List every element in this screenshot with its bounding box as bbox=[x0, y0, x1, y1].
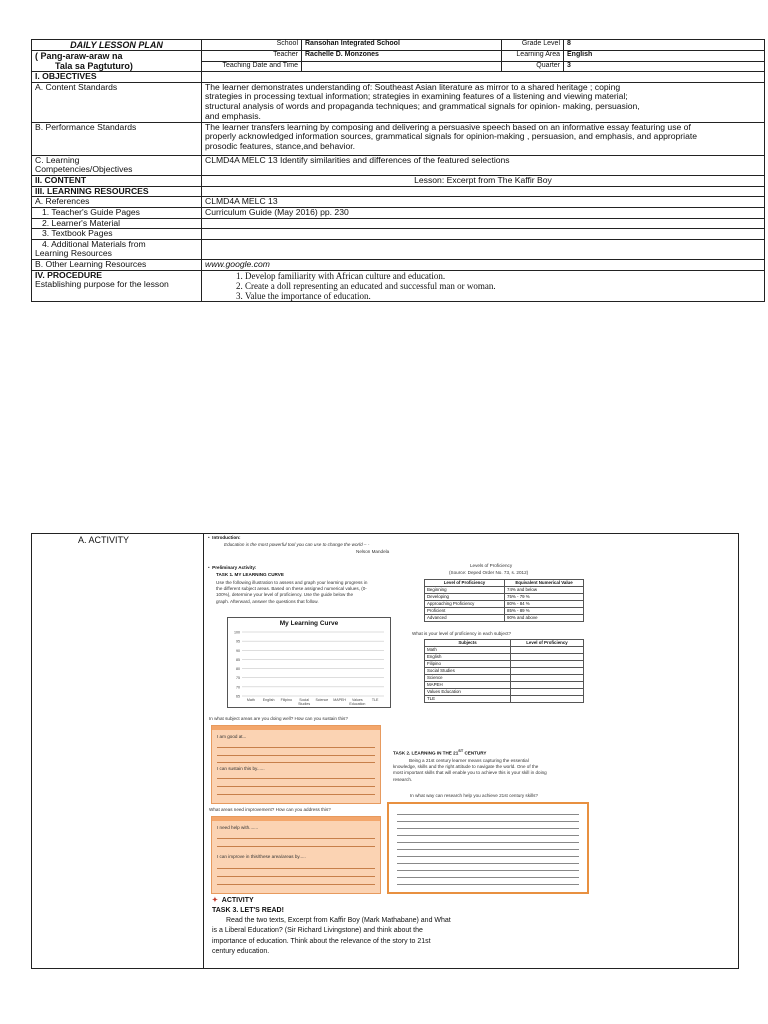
improvement-card bbox=[211, 816, 381, 894]
content-heading: II. CONTENT bbox=[32, 176, 202, 187]
teachers-guide-label: 1. Teacher's Guide Pages bbox=[32, 207, 202, 218]
purpose-item: 2. Create a doll representing an educated and successful man or woman. bbox=[245, 281, 761, 291]
task1-text: Use the following illustration to assess and graph your learning progress in the different subject areas. Based on these assigned numerical values, (0- 100%), determine your level of proficiency. Use the guide below the graph. Afterward, answer the questions that follow. bbox=[216, 580, 368, 604]
performance-standards-label: B. Performance Standards bbox=[32, 122, 202, 155]
chart-x-tick-label: English bbox=[262, 698, 275, 702]
task3-line: is a Liberal Education? (Sir Richard Livingstone) and think about the bbox=[212, 927, 423, 935]
teacher-label: Teacher bbox=[202, 51, 302, 62]
table-row: Values Education bbox=[425, 689, 584, 696]
research-answer-box[interactable] bbox=[387, 802, 589, 894]
task3-line: importance of education. Think about the relevance of the story to 21st bbox=[212, 937, 431, 945]
grade-label: Grade Level bbox=[502, 40, 564, 51]
activity-label: A. ACTIVITY bbox=[78, 535, 130, 545]
table-row: Advanced 90% and above bbox=[425, 615, 584, 622]
content-standards-label: A. Content Standards bbox=[32, 82, 202, 122]
purpose-list bbox=[202, 270, 765, 301]
competencies-label: C. Learning Competencies/Objectives bbox=[32, 155, 202, 175]
chart-x-tick-label: Studies bbox=[298, 702, 311, 706]
good-at-prompt: I am good at... bbox=[217, 734, 247, 739]
levels-title: Levels of Proficiency bbox=[470, 563, 513, 568]
plan-subtitle-1: ( Pang-araw-araw na bbox=[35, 51, 123, 62]
table-row: Beginning 74% and below bbox=[425, 587, 584, 594]
table-row: Filipino bbox=[425, 661, 584, 668]
chart-x-tick-label: Values bbox=[352, 698, 363, 702]
chart-y-tick-label: 80 bbox=[236, 667, 240, 672]
subjects-table: Subjects Level of Proficiency Math English Filipino Social Studies Science MAPEH Values Education TLE bbox=[424, 639, 584, 703]
purpose-label: Establishing purpose for the lesson bbox=[35, 279, 169, 290]
table-row: MAPEH bbox=[425, 682, 584, 689]
task2-text: Being a 21st century learner means capturing the essential knowledge, skills and the right attitude to navigate the world. One of the most important skills that will enable you to achieve this is your skill in doing research. bbox=[393, 758, 547, 782]
table-row: Social Studies bbox=[425, 668, 584, 675]
chart-y-tick-label: 75 bbox=[236, 676, 240, 681]
teachers-guide-value: Curriculum Guide (May 2016) pp. 230 bbox=[202, 207, 765, 218]
table-row: Developing 75% - 79 % bbox=[425, 594, 584, 601]
task3-line: century education. bbox=[212, 947, 270, 955]
prelim-bullet: • Preliminary Activity: bbox=[208, 565, 257, 570]
learners-material-label: 2. Learner's Material bbox=[32, 218, 202, 229]
quarter-value: 3 bbox=[564, 61, 765, 72]
resources-heading: III. LEARNING RESOURCES bbox=[32, 186, 202, 197]
task2-question: In what way can research help you achieve 21st century skills? bbox=[410, 793, 538, 798]
additional-materials-label: 4. Additional Materials from Learning Resources bbox=[32, 239, 202, 259]
objectives-heading: I. OBJECTIVES bbox=[32, 72, 202, 83]
table-row: Science bbox=[425, 675, 584, 682]
chart-x-tick-label: Education bbox=[349, 702, 366, 706]
plan-subtitle-2: Tala sa Pagtuturo) bbox=[55, 61, 133, 72]
task3-line: Read the two texts, Excerpt from Kaffir Boy (Mark Mathabane) and What bbox=[226, 917, 451, 925]
table-row: Proficient 85% - 89 % bbox=[425, 608, 584, 615]
task2-title: TASK 2. LEARNING IN THE 21ST CENTURY bbox=[393, 749, 487, 756]
date-value bbox=[302, 61, 502, 72]
task3-section bbox=[212, 896, 597, 957]
chart-x-tick-label: MAPEH bbox=[333, 698, 347, 702]
purpose-item: 3. Value the importance of education. bbox=[245, 291, 761, 301]
area-value: English bbox=[564, 51, 765, 62]
q-improve: What areas need improvement? How can you address this? bbox=[209, 807, 331, 812]
other-resources-label: B. Other Learning Resources bbox=[32, 260, 202, 271]
lesson-plan-table bbox=[31, 39, 765, 302]
quarter-label: Quarter bbox=[502, 61, 564, 72]
doing-well-card bbox=[211, 725, 381, 804]
intro-quote: Education is the most powerful tool you can use to change the world – - bbox=[224, 542, 370, 547]
task1-title: TASK 1. MY LEARNING CURVE bbox=[216, 572, 284, 577]
school-label: School bbox=[202, 40, 302, 51]
other-resources-value: www.google.com bbox=[202, 260, 765, 271]
activity-divider bbox=[203, 533, 204, 968]
chart-y-tick-label: 85 bbox=[236, 657, 240, 662]
plan-title: DAILY LESSON PLAN bbox=[32, 40, 202, 51]
grade-value: 8 bbox=[564, 40, 765, 51]
chart-y-tick-label: 100 bbox=[234, 630, 240, 635]
chart-x-tick-label: Filipino bbox=[280, 698, 293, 702]
area-label: Learning Area bbox=[502, 51, 564, 62]
chart-y-tick-label: 65 bbox=[236, 694, 240, 699]
performance-standards-text: The learner transfers learning by composing and delivering a persuasive speech based on an informative essay featuring use of properly acknowledged information sources, grammatical signals for opinion-making , persuasion, and emphasis, and appropriate prosodic features, stance,and behavior. bbox=[202, 122, 765, 155]
table-row: TLE bbox=[425, 696, 584, 703]
teacher-value: Rachelle D. Monzones bbox=[302, 51, 502, 62]
chart-y-tick-label: 90 bbox=[236, 648, 240, 653]
chart-x-tick-label: Social bbox=[299, 698, 310, 702]
sustain-prompt: I can sustain this by...... bbox=[217, 766, 265, 771]
task3-title: TASK 3. LET'S READ! bbox=[212, 907, 284, 915]
intro-bullet: • Introduction: bbox=[208, 535, 241, 540]
chart-plot bbox=[228, 618, 390, 707]
subject-question: What is your level of proficiency in each subject? bbox=[412, 631, 512, 636]
procedure-heading: IV. PROCEDURE bbox=[35, 269, 103, 280]
learning-curve-chart bbox=[227, 617, 391, 708]
need-help-prompt: I need help with....... bbox=[217, 825, 259, 830]
date-label: Teaching Date and Time bbox=[202, 61, 302, 72]
table-row: Math bbox=[425, 647, 584, 654]
table-row: Approaching Proficiency 80% - 84 % bbox=[425, 601, 584, 608]
procedure-cell bbox=[32, 270, 202, 301]
chart-x-tick-label: TLE bbox=[371, 698, 379, 702]
chart-x-tick-label: Math bbox=[246, 698, 255, 702]
star-icon: ✦ bbox=[212, 897, 218, 904]
chart-x-tick-label: Science bbox=[315, 698, 329, 702]
lesson-title: Lesson: Excerpt from The Kaffir Boy bbox=[202, 176, 765, 187]
activity-heading: ✦ ACTIVITY bbox=[212, 897, 254, 904]
textbook-label: 3. Textbook Pages bbox=[32, 229, 202, 240]
chart-title: My Learning Curve bbox=[279, 620, 339, 627]
levels-source: (Source: Deped Order No. 73, s. 2012) bbox=[449, 570, 529, 575]
school-value: Ransohan Integrated School bbox=[302, 40, 502, 51]
content-standards-text: The learner demonstrates understanding of: Southeast Asian literature as mirror to a shared heritage ; coping strategies in processing textual information; strategies in examining features of a listening and viewing material; structural analysis of words and propaganda techniques; and grammatical signals for opinion- making, persuasion, and emphasis. bbox=[202, 82, 765, 122]
chart-y-tick-label: 95 bbox=[236, 639, 240, 644]
intro-author: Nelson Mandela bbox=[356, 549, 390, 554]
purpose-item: 1. Develop familiarity with African culture and education. bbox=[245, 271, 761, 281]
q-doing-well: In what subject areas are you doing well? How can you sustain this? bbox=[209, 716, 348, 721]
levels-table: Level of Proficiency Equivalent Numerical Value Beginning 74% and below Developing 75% - 79 % Approaching Proficiency 80% - 84 % Proficient 85% - 89 % Advanced 90% and above bbox=[424, 579, 584, 622]
table-row: English bbox=[425, 654, 584, 661]
references-value: CLMD4A MELC 13 bbox=[202, 197, 765, 208]
improve-prompt: I can improve in this/these area/areas by..... bbox=[217, 854, 306, 859]
references-label: A. References bbox=[32, 197, 202, 208]
competencies-value: CLMD4A MELC 13 Identify similarities and differences of the featured selections bbox=[202, 155, 765, 175]
chart-y-tick-label: 70 bbox=[236, 685, 240, 690]
